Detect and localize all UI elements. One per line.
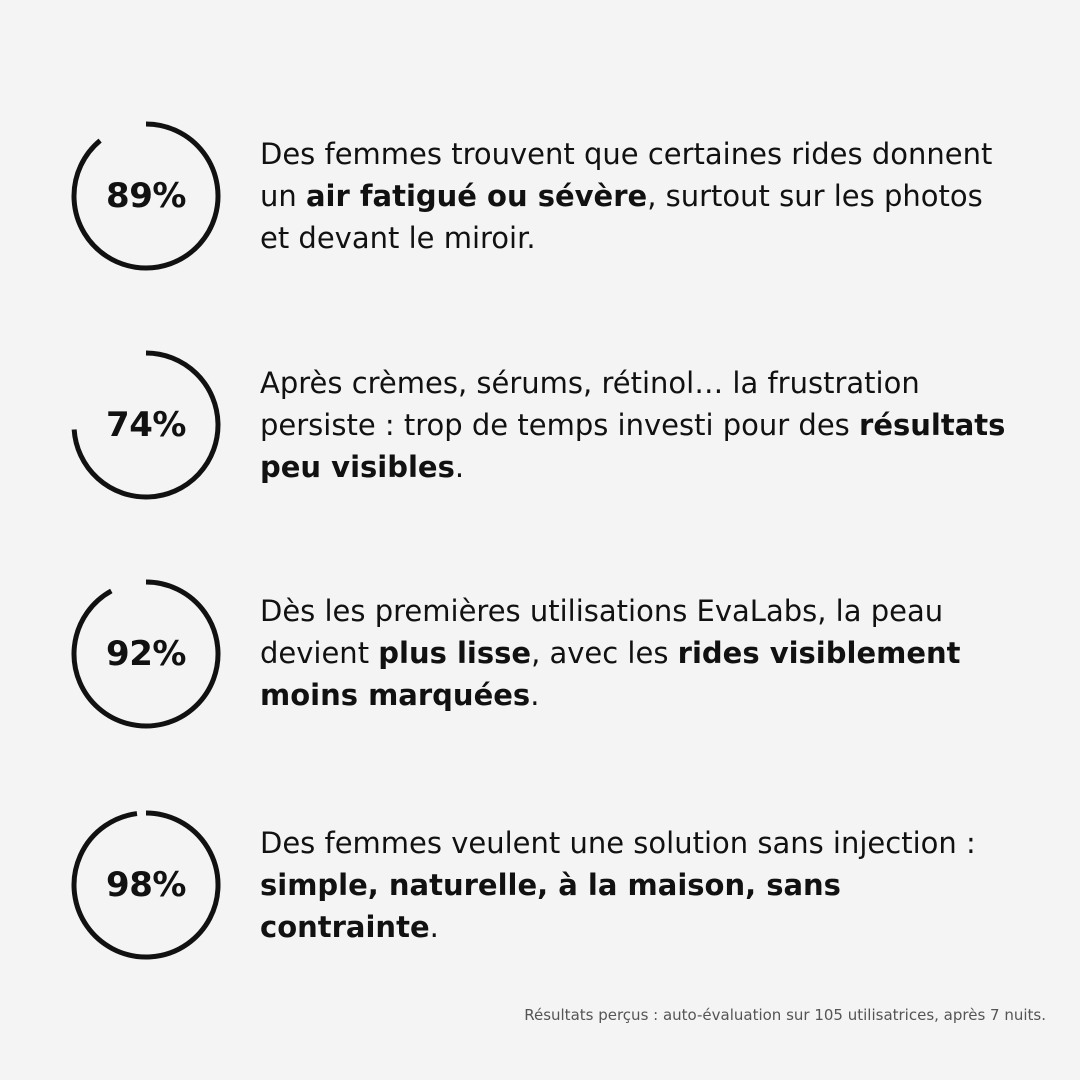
stat-description [260, 822, 1020, 948]
stat-highlight: plus lisse [378, 636, 532, 670]
stat-text-run: , avec les [531, 636, 678, 670]
stat-row-4 [0, 805, 1080, 965]
stat-percent: 92% [106, 634, 186, 674]
stat-text-run: Après crèmes, sérums, rétinol… la frustration persiste : trop de temps investi pour des [260, 366, 920, 442]
stat-row-2 [0, 345, 1080, 505]
stat-row-1 [0, 116, 1080, 276]
stat-highlight: rides visiblement moins marquées [260, 636, 961, 712]
stat-description [260, 133, 1020, 259]
stat-text-run: . [454, 450, 465, 484]
stat-percent: 89% [106, 176, 186, 216]
stat-text-run: Dès les premières utilisations EvaLabs, la peau devient [260, 594, 944, 670]
stat-highlight: simple, naturelle, à la maison, sans contrainte [260, 868, 841, 944]
stat-text-run: . [429, 910, 439, 944]
progress-ring [66, 574, 226, 734]
stat-percent: 74% [106, 405, 186, 445]
progress-ring [66, 345, 226, 505]
progress-ring [66, 805, 226, 965]
footnote: Résultats perçus : auto-évaluation sur 105 utilisatrices, après 7 nuits. [524, 1006, 1046, 1024]
stat-highlight: résultats peu visibles [260, 408, 1006, 484]
stat-text-run: Des femmes trouvent que certaines rides donnent un [260, 137, 993, 213]
stat-text-run: Des femmes veulent une solution sans injection : [260, 826, 976, 860]
stat-text-run: , surtout sur les photos et devant le miroir. [260, 179, 983, 255]
stat-description [260, 590, 1020, 716]
stat-highlight: air fatigué ou sévère [305, 179, 648, 213]
stat-percent: 98% [106, 865, 186, 905]
stat-row-3 [0, 574, 1080, 734]
stat-description [260, 362, 1020, 488]
stat-text-run: . [530, 678, 540, 712]
progress-ring [66, 116, 226, 276]
